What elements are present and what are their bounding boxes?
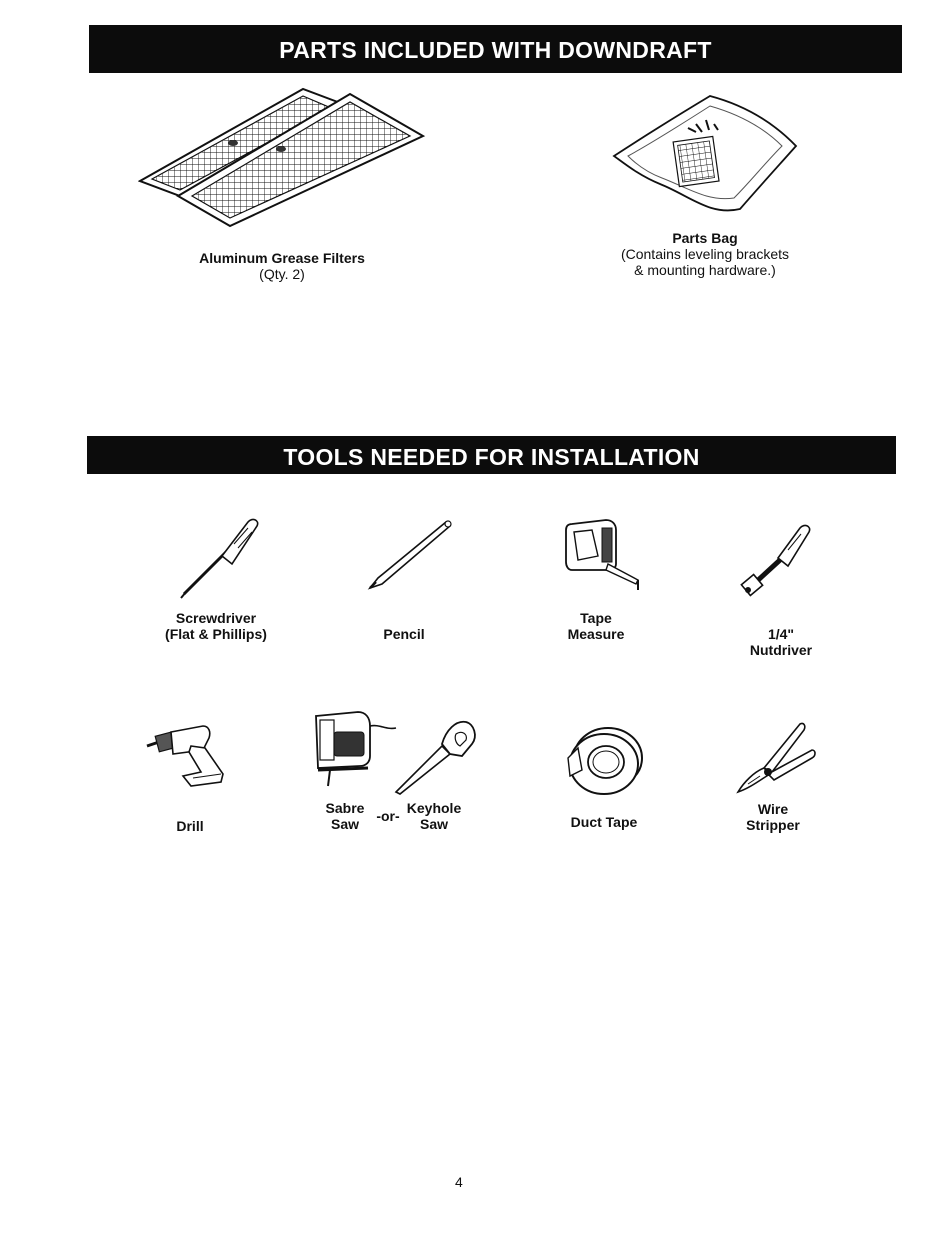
tape-measure-icon [562,518,644,593]
page-number: 4 [455,1174,463,1190]
grease-filters-illustration [138,86,428,236]
drill-caption: Drill [176,818,204,834]
grease-filters-qty: (Qty. 2) [259,266,305,282]
sabre-saw-caption: Sabre Saw [325,800,365,832]
screwdriver-caption: Screwdriver (Flat & Phillips) [165,610,267,642]
keyhole-saw-caption: Keyhole Saw [406,800,462,832]
duct-tape-icon [564,718,646,798]
wire-stripper-icon [734,720,820,800]
nutdriver-icon [738,520,813,600]
keyhole-saw-icon [392,716,482,796]
tools-section-title: TOOLS NEEDED FOR INSTALLATION [87,436,896,474]
grease-filters-caption [182,250,382,282]
screwdriver-icon [178,512,263,602]
drill-icon [145,724,235,794]
parts-bag-name: Parts Bag [672,230,738,246]
parts-bag-detail-1: (Contains leveling brackets [620,246,790,262]
wire-stripper-caption: Wire Stripper [746,801,800,833]
parts-bag-detail-2: & mounting hardware.) [634,262,776,278]
or-separator: -or- [376,808,400,824]
tape-measure-caption: Tape Measure [567,610,625,642]
grease-filters-name: Aluminum Grease Filters [199,250,365,266]
pencil-caption: Pencil [383,626,425,642]
parts-section-title: PARTS INCLUDED WITH DOWNDRAFT [89,25,902,73]
parts-bag-caption [590,230,820,278]
duct-tape-caption: Duct Tape [570,814,638,830]
nutdriver-caption: 1/4" Nutdriver [749,626,813,658]
sabre-saw-icon [312,710,398,790]
parts-bag-illustration [610,94,800,219]
pencil-icon [366,518,456,593]
